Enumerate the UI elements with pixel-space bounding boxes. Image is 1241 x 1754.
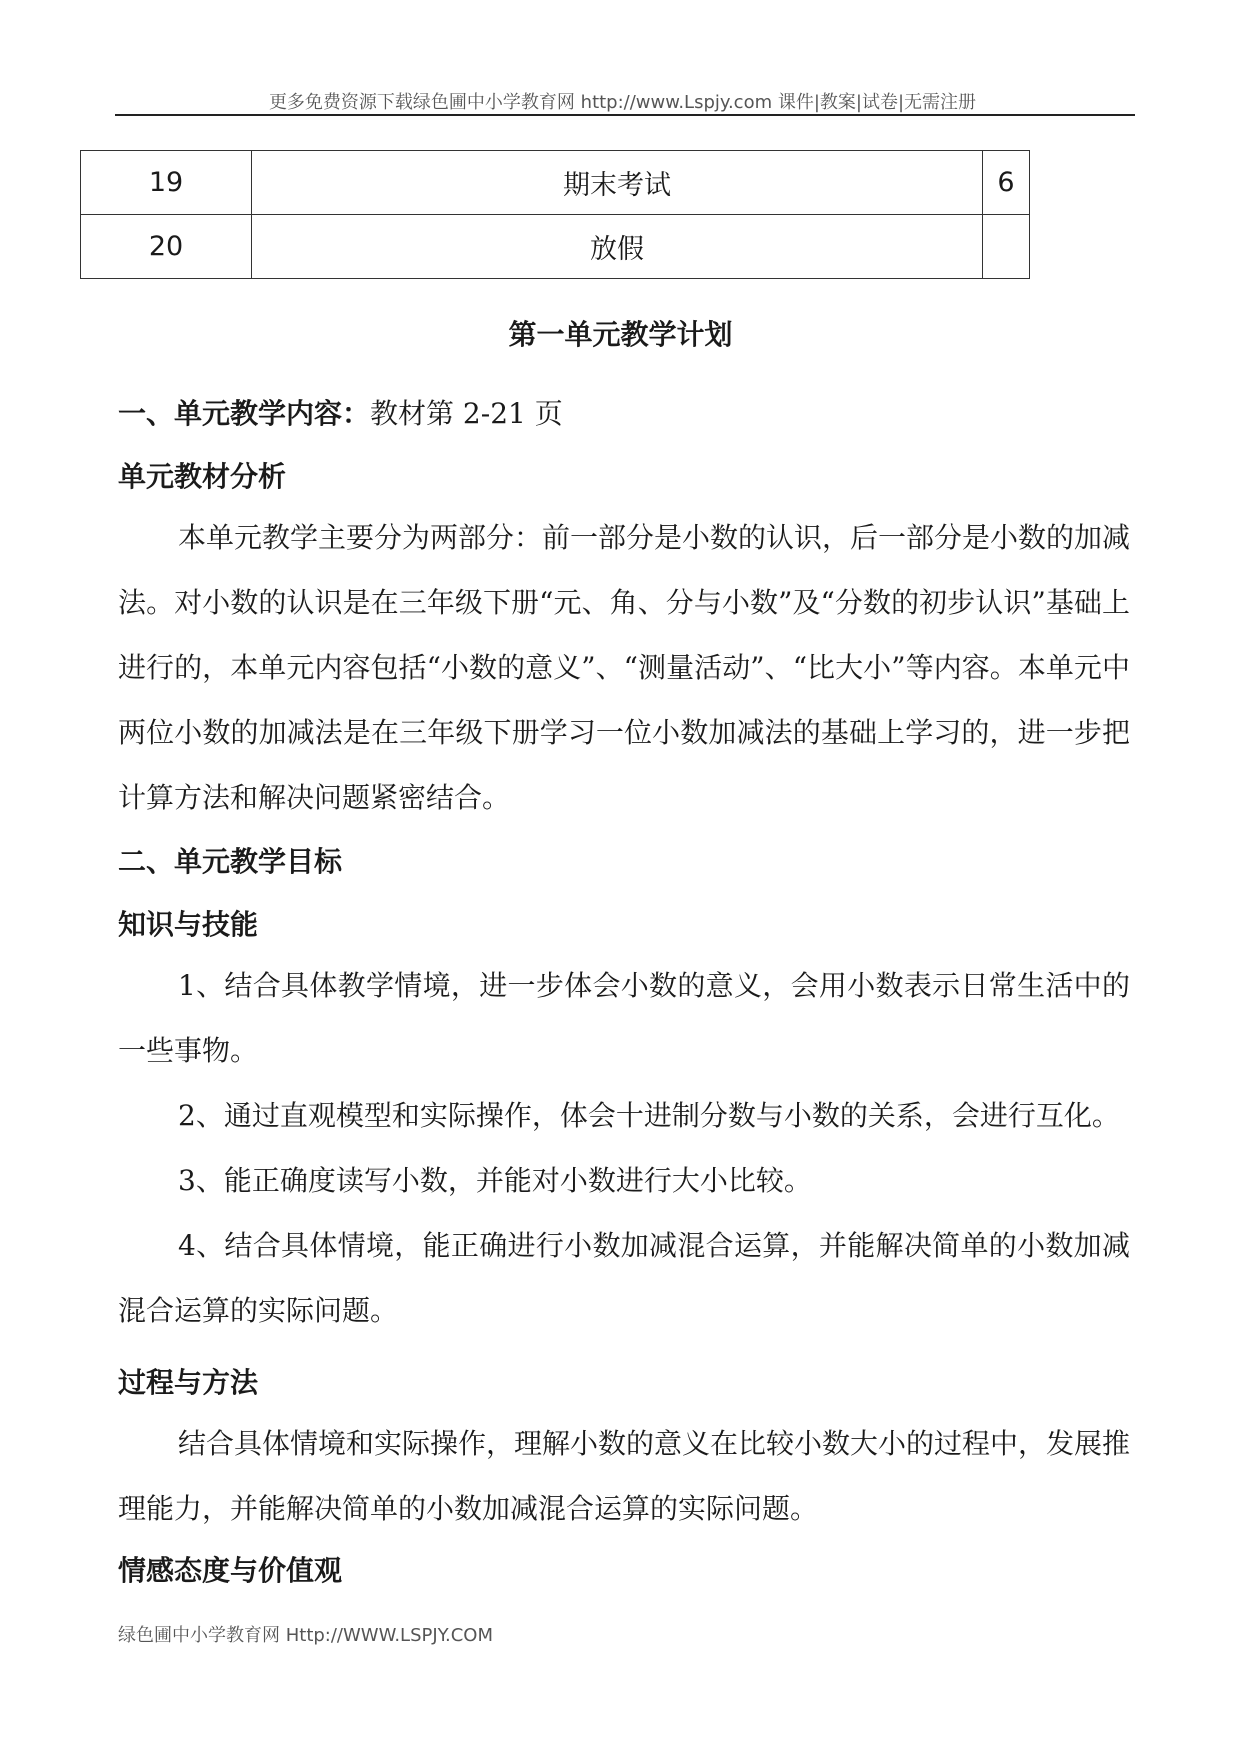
knowledge-skills-heading: 知识与技能: [118, 908, 259, 941]
content-cell: 放假: [252, 215, 983, 279]
section-teaching-content: [118, 392, 563, 432]
process-paragraph: 结合具体情境和实际操作，理解小数的意义在比较小数大小的过程中，发展推理能力，并能解决简单的小数加减混合运算的实际问题。: [118, 1427, 1131, 1525]
process-method-heading: 过程与方法: [118, 1366, 259, 1399]
goal-item-2: 2、通过直观模型和实际操作，体会十进制分数与小数的关系，会进行互化。: [178, 1099, 1120, 1132]
page-header: 更多免费资源下载绿色圃中小学教育网 http://www.Lspjy.com 课件|教案|试卷|无需注册: [268, 92, 977, 113]
week-cell: 19: [81, 151, 252, 215]
header-divider: [115, 114, 1135, 116]
section-analysis-heading: 单元教材分析: [118, 460, 287, 493]
section-value: 教材第 2-21 页: [370, 397, 563, 430]
page-footer: 绿色圃中小学教育网 Http://WWW.LSPJY.COM: [118, 1625, 493, 1646]
goal-item-3: 3、能正确度读写小数，并能对小数进行大小比较。: [178, 1164, 812, 1197]
emotion-values-heading: 情感态度与价值观: [118, 1554, 343, 1587]
table-row: [81, 215, 1030, 279]
hours-cell: [983, 215, 1030, 279]
hours-cell: 6: [983, 151, 1030, 215]
table-row: [81, 151, 1030, 215]
schedule-table: [80, 150, 1030, 279]
section-label: 一、单元教学内容：: [118, 397, 371, 430]
analysis-paragraph: 本单元教学主要分为两部分：前一部分是小数的认识，后一部分是小数的加减法。对小数的认识是在三年级下册“元、角、分与小数”及“分数的初步认识”基础上进行的，本单元内容包括“小数的意义”、“测量活动”、“比大小”等内容。本单元中两位小数的加减法是在三年级下册学习一位小数加减法的基础上学习的，进一步把计算方法和解决问题紧密结合。: [118, 521, 1131, 814]
week-cell: 20: [81, 215, 252, 279]
content-cell: 期末考试: [252, 151, 983, 215]
page-title: 第一单元教学计划: [508, 318, 733, 351]
section-goals-heading: 二、单元教学目标: [118, 845, 343, 878]
goal-item-1: 1、结合具体教学情境，进一步体会小数的意义，会用小数表示日常生活中的一些事物。: [118, 969, 1130, 1067]
goal-item-4: 4、结合具体情境，能正确进行小数加减混合运算，并能解决简单的小数加减混合运算的实际问题。: [118, 1229, 1130, 1327]
